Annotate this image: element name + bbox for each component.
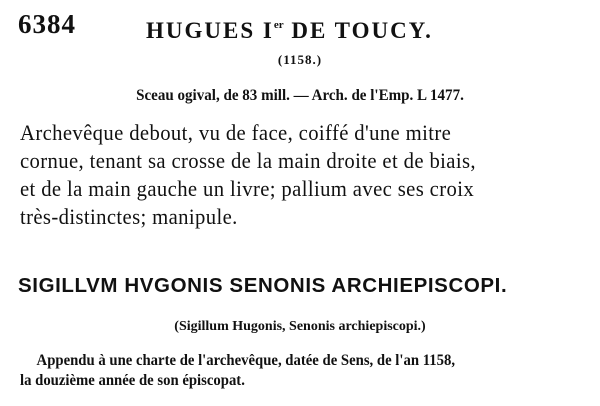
description-line: Archevêque debout, vu de face, coiffé d'une mitre [20, 120, 452, 145]
description-line: très-distinctes; manipule. [20, 204, 238, 229]
title-family: DE TOUCY. [283, 18, 433, 43]
legend-transcription: (Sigillum Hugonis, Senonis archiepiscopi.) [174, 319, 426, 334]
entry-number: 6384 [18, 9, 76, 39]
description-line: cornue, tenant sa crosse de la main droite et de biais, [20, 148, 476, 173]
seal-date: (1158.) [277, 52, 323, 67]
title-ordinal-suffix: er [273, 19, 284, 31]
description-line: et de la main gauche un livre; pallium avec ses croix [20, 176, 475, 201]
seal-legend: SIGILLVM HVGONIS SENONIS ARCHIEPISCOPI. [18, 274, 508, 297]
note-line: Appendu à une charte de l'archevêque, datée de Sens, de l'an 1158, [36, 352, 456, 369]
provenance-note [20, 351, 572, 391]
note-line: la douzième année de son épiscopat. [20, 372, 245, 389]
seal-info: Sceau ogival, de 83 mill. — Arch. de l'Emp. L 1477. [136, 87, 464, 104]
seal-description [20, 119, 572, 231]
title-name: HUGUES I [146, 18, 274, 43]
entry-title [146, 9, 433, 47]
